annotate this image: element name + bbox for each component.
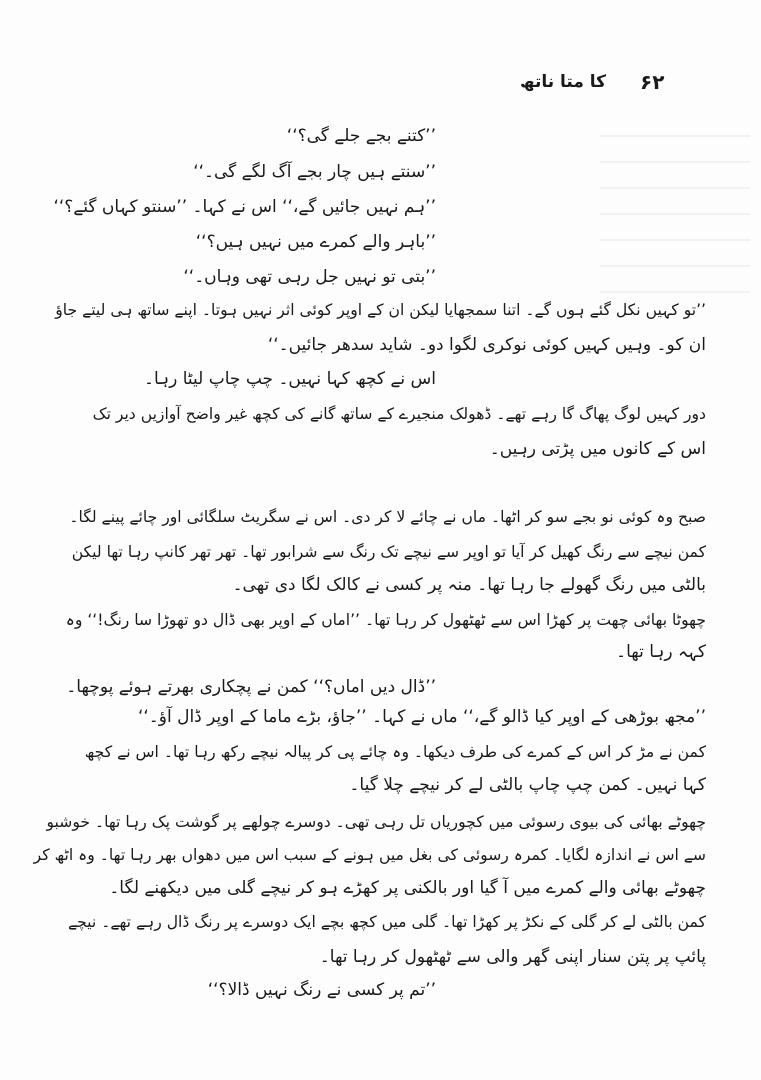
text-line: ’’بتی تو نہیں جل رہی تھی وہاں۔‘‘: [183, 267, 436, 287]
text-line: ان کو۔ وہیں کہیں کوئی نوکری لگوا دو۔ شاید سدھر جائیں۔‘‘: [267, 335, 706, 355]
text-line: چھوٹا بھائی چھت پر کھڑا اس سے ٹھٹھول کر رہا تھا۔ ’’اماں کے اوپر بھی ڈال دو تھوڑا سا رنگ!‘‘ وہ: [65, 611, 706, 629]
text-line: سے اس نے اندازہ لگایا۔ کمرہ رسوئی کی بغل میں ہونے کے سبب اس میں دھواں بھر رہا تھا۔ وہ اٹھ کر: [33, 846, 706, 864]
text-line: کمن بالٹی لے کر گلی کے نکڑ پر کھڑا تھا۔ گلی میں کچھ بچے ایک دوسرے پر رنگ ڈال رہے تھے۔ نیچے: [67, 913, 706, 931]
text-line: ’’سنتے ہیں چار بجے آگ لگے گی۔‘‘: [193, 162, 436, 182]
text-line: پائپ پر پتن سنار اپنی گھر والی سے ٹھٹھول کر رہا تھا۔: [319, 947, 706, 967]
text-line: صبح وہ کوئی نو بجے سو کر اٹھا۔ ماں نے چائے لا کر دی۔ اس نے سگریٹ سلگائی اور چائے پینے لگا۔: [69, 508, 706, 526]
text-line: اس کے کانوں میں پڑتی رہیں۔: [489, 439, 706, 459]
text-line: بالٹی میں رنگ گھولے جا رہا تھا۔ منہ پر کسی نے کالک لگا دی تھی۔: [232, 575, 706, 595]
show-through-text: [600, 135, 750, 315]
text-line: چھوٹے بھائی والے کمرے میں آ گیا اور بالکنی پر کھڑے ہو کر نیچے گلی میں دیکھنے لگا۔: [109, 878, 706, 898]
page-number: ۶۲: [640, 70, 665, 94]
text-line: ’’مجھ بوڑھی کے اوپر کیا ڈالو گے،‘‘ ماں نے کہا۔ ’’جاؤ، بڑے ماما کے اوپر ڈال آؤ۔‘‘: [138, 707, 706, 727]
text-line: کمن نیچے سے رنگ کھیل کر آیا تو اوپر سے نیچے تک رنگ سے شرابور تھا۔ تھر تھر کانپ رہا تھا لیکن: [71, 543, 706, 561]
text-line: دور کہیں لوگ پھاگ گا رہے تھے۔ ڈھولک منجیرے کے ساتھ گانے کی کچھ غیر واضح آوازیں دیر تک: [92, 405, 706, 423]
page-header: [0, 70, 761, 100]
text-line: ’’کتنے بجے جلے گی؟‘‘: [286, 126, 436, 146]
text-line: ’’تم پر کسی نے رنگ نہیں ڈالا؟‘‘: [207, 980, 436, 1000]
text-line: ’’ڈال دیں اماں؟‘‘ کمن نے پچکاری بھرتے ہوئے پوچھا۔: [66, 677, 436, 697]
text-line: کمن نے مڑ کر اس کے کمرے کی طرف دیکھا۔ وہ چائے پی کر پیالہ نیچے رکھ رہا تھا۔ اس نے کچھ: [84, 743, 706, 761]
text-line: ’’تو کہیں نکل گئے ہوں گے۔ اتنا سمجھایا لیکن ان کے اوپر کوئی اثر نہیں ہوتا۔ اپنے ساتھ ہی لیتے جاؤ: [55, 301, 706, 319]
text-line: ’’ہم نہیں جائیں گے،‘‘ اس نے کہا۔ ’’سنتو کہاں گئے؟‘‘: [53, 197, 436, 217]
text-line: کہہ رہا تھا۔: [616, 642, 706, 662]
text-line: اس نے کچھ کہا نہیں۔ چپ چاپ لیٹا رہا۔: [144, 369, 436, 389]
text-line: ’’باہر والے کمرے میں نہیں ہیں؟‘‘: [195, 232, 436, 252]
text-line: کہا نہیں۔ کمن چپ چاپ بالٹی لے کر نیچے چلا گیا۔: [349, 775, 706, 795]
text-line: چھوٹے بھائی کی بیوی رسوئی میں کچوریاں تل رہی تھی۔ دوسرے چولھے پر گوشت پک رہا تھا۔ خوشبو: [46, 813, 706, 831]
running-title: کا متا ناتھ: [520, 72, 607, 92]
